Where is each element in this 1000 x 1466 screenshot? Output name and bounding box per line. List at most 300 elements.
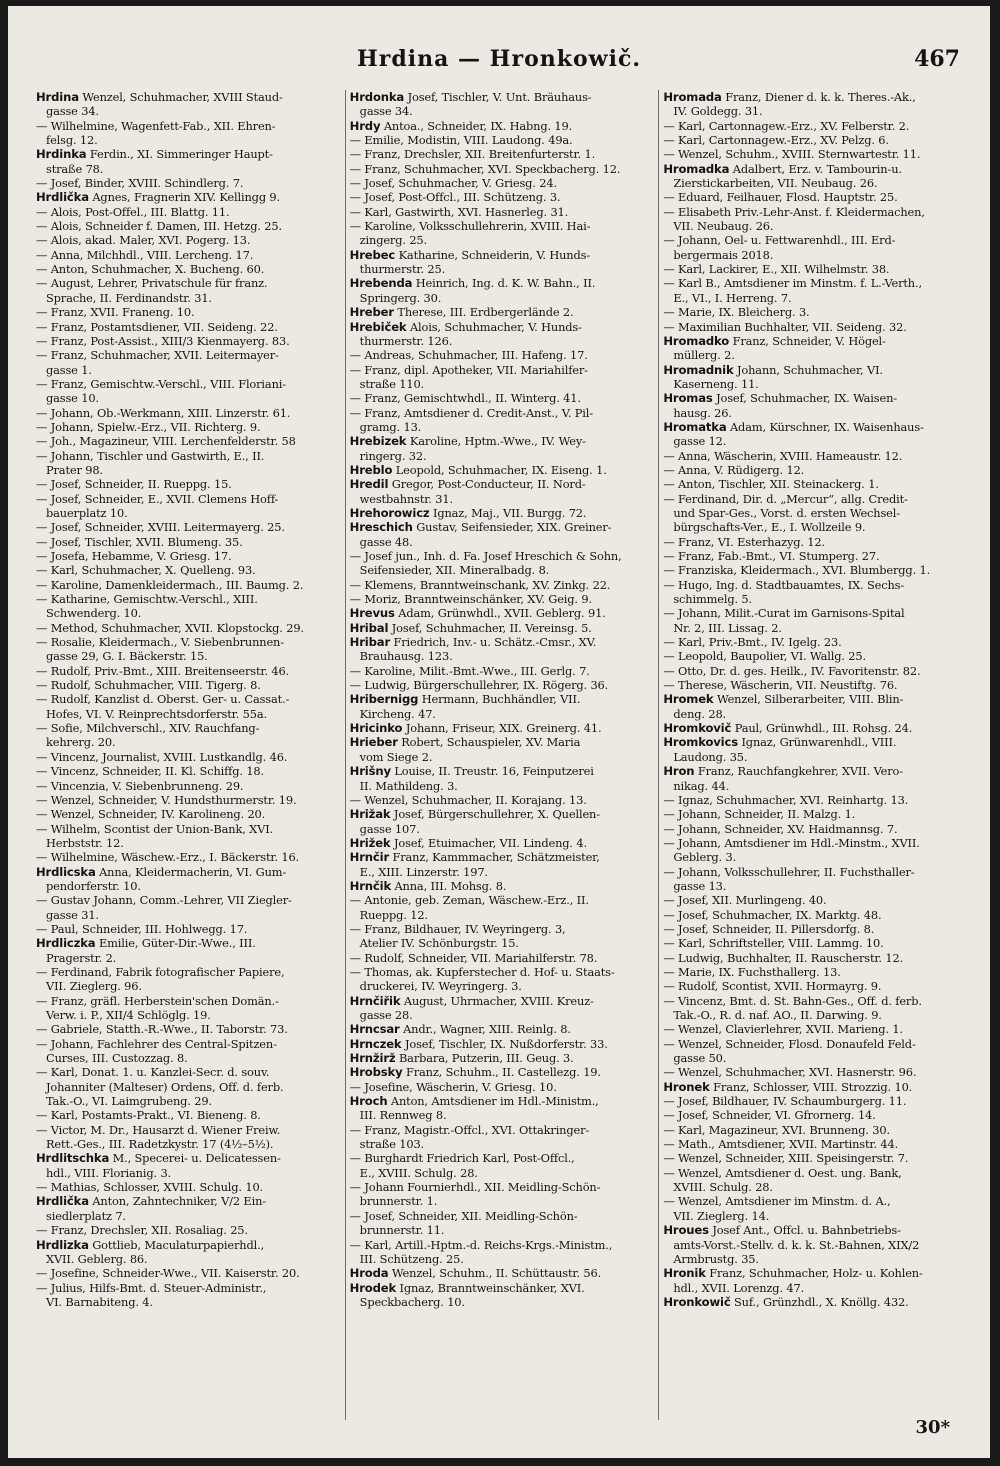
entry-line	[36, 1180, 339, 1194]
entry-line	[663, 219, 966, 233]
entry-line	[350, 420, 653, 434]
entry-text: XVIII. Schulg. 28.	[673, 1180, 773, 1195]
entry-line	[350, 563, 653, 577]
entry-text: bergermais 2018.	[673, 247, 774, 262]
entry-line	[350, 1238, 653, 1252]
entry-text: Robert, Schauspieler, XV. Maria	[397, 735, 581, 750]
entry-line	[350, 162, 653, 176]
entry-text: XVII. Geblerg. 86.	[46, 1251, 148, 1266]
entry-line	[663, 908, 966, 922]
entry-text: — Rudolf, Schuhmacher, VIII. Tigerg. 8.	[36, 678, 261, 693]
entry-line	[36, 664, 339, 678]
entry-text: straße 78.	[46, 161, 104, 176]
entry-line	[36, 807, 339, 821]
entry-line	[36, 850, 339, 864]
entry-line	[36, 1065, 339, 1079]
entry-head-line	[36, 936, 339, 950]
entry-head-line	[350, 1065, 653, 1079]
entry-text: — Josef, Schuhmacher, V. Griesg. 24.	[349, 176, 557, 191]
entry-line	[350, 377, 653, 391]
entry-line	[36, 463, 339, 477]
entry-text: — Johann, Oel- u. Fettwarenhdl., III. Erd-	[663, 233, 896, 248]
entry-line	[350, 1295, 653, 1309]
entry-text: — Antonie, geb. Zeman, Wäschew.-Erz., II.	[349, 893, 589, 908]
entry-text: Johann, Friseur, XIX. Greinerg. 41.	[402, 721, 602, 736]
entry-line	[350, 936, 653, 950]
entry-text: — Math., Amtsdiener, XVII. Martinstr. 44.	[663, 1137, 899, 1152]
entry-line	[663, 707, 966, 721]
entry-head-line	[350, 434, 653, 448]
entry-text: — Josefa, Hebamme, V. Griesg. 17.	[36, 549, 232, 563]
entry-line	[36, 922, 339, 936]
entry-line	[663, 635, 966, 649]
entry-text: — Johann, Fachlehrer des Central-Spitzen-	[36, 1036, 277, 1051]
entry-text: — Franz, Schuhmacher, XVI. Speckbacherg. 12.	[349, 161, 621, 176]
entry-line	[350, 908, 653, 922]
entry-text: schimmelg. 5.	[673, 592, 752, 607]
entry-text: Kaserneng. 11.	[673, 376, 759, 391]
entry-head-line	[350, 994, 653, 1008]
entry-head-line	[663, 692, 966, 706]
surname-heading: Hredil	[349, 477, 389, 492]
entry-text: — Karl, Donat. 1. u. Kanzlei-Secr. d. souv.	[36, 1065, 270, 1080]
surname-heading: Hreblo	[349, 462, 393, 477]
entry-text: — Franz, gräfl. Herberstein'schen Domän.-	[36, 993, 279, 1008]
surname-heading: Hrebiček	[349, 319, 407, 334]
entry-text: Agnes, Fragnerin XIV. Kellingg 9.	[88, 190, 280, 205]
entry-line	[36, 1022, 339, 1036]
entry-text: Anton, Zahntechniker, V/2 Ein-	[88, 1194, 266, 1209]
entry-line	[663, 779, 966, 793]
entry-text: Wenzel, Schuhmacher, XVIII Staud-	[78, 90, 283, 104]
surname-heading: Hrdliczka	[36, 936, 96, 951]
entry-text: thurmerstr. 126.	[359, 333, 453, 348]
entry-text: — Franz, Drechsler, XII. Rosaliag. 25.	[36, 1223, 248, 1238]
column-1	[36, 90, 339, 1420]
entry-text: Rett.-Ges., III. Radetzkystr. 17 (4½–5½).	[46, 1137, 274, 1152]
entry-line	[36, 1094, 339, 1108]
entry-text: — Rudolf, Scontist, XVII. Hormayrg. 9.	[663, 979, 882, 994]
entry-text: II. Mathildeng. 3.	[359, 778, 458, 793]
entry-head-line	[350, 463, 653, 477]
surname-heading: Hreber	[349, 305, 394, 320]
entry-line	[663, 1252, 966, 1266]
entry-head-line	[36, 190, 339, 204]
entry-head-line	[663, 420, 966, 434]
entry-text: — Victor, M. Dr., Hausarzt d. Wiener Freiw.	[36, 1122, 281, 1137]
entry-text: — Wenzel, Schuhmacher, II. Korajang. 13.	[349, 792, 587, 807]
entry-text: — Josef, Schneider, XVIII. Leitermayerg. 25.	[36, 520, 285, 535]
entry-head-line	[350, 477, 653, 491]
entry-head-line	[663, 363, 966, 377]
entry-line	[36, 908, 339, 922]
entry-text: Franz, Kammmacher, Schätzmeister,	[389, 850, 600, 865]
entry-head-line	[350, 1094, 653, 1108]
entry-text: Louise, II. Treustr. 16, Feinputzerei	[390, 764, 594, 779]
entry-line	[350, 190, 653, 204]
entry-line	[663, 463, 966, 477]
entry-line	[350, 1123, 653, 1137]
entry-text: Sprache, II. Ferdinandstr. 31.	[46, 290, 212, 305]
entry-line	[36, 779, 339, 793]
surname-heading: Hromada	[663, 90, 722, 104]
entry-text: — Josef, Schneider, VI. Gfrornerg. 14.	[663, 1108, 876, 1123]
entry-line	[663, 865, 966, 879]
entry-text: — Wenzel, Schneider, XIII. Speisingerstr. 7.	[663, 1151, 909, 1166]
surname-heading: Hrieber	[349, 735, 398, 750]
entry-text: — Wenzel, Schneider, Flosd. Donaufeld Feld-	[663, 1036, 916, 1051]
entry-line	[36, 1209, 339, 1223]
entry-text: Nr. 2, III. Lissag. 2.	[673, 620, 782, 635]
entry-text: — Josef, Schneider, II. Pillersdorfg. 8.	[663, 921, 875, 936]
entry-head-line	[663, 735, 966, 749]
entry-text: gasse 13.	[673, 878, 727, 893]
entry-text: Josef, Tischler, IX. Nußdorferstr. 33.	[401, 1036, 608, 1051]
entry-text: Friedrich, Inv.- u. Schätz.-Cmsr., XV.	[390, 635, 597, 650]
surname-heading: Hromas	[663, 391, 713, 406]
entry-line	[663, 348, 966, 362]
entry-text: Springerg. 30.	[359, 290, 442, 305]
entry-text: amts-Vorst.-Stellv. d. k. k. St.-Bahnen, XIX/2	[673, 1237, 920, 1252]
surname-heading: Hrižek	[349, 835, 391, 850]
entry-text: — Karl, Schriftsteller, VIII. Lammg. 10.	[663, 936, 884, 951]
entry-line	[36, 492, 339, 506]
entry-head-line	[350, 520, 653, 534]
entry-line	[663, 606, 966, 620]
entry-line	[36, 119, 339, 133]
entry-text: — Wilhelmine, Wäschew.-Erz., I. Bäckerstr. 16.	[36, 850, 300, 865]
entry-text: — Vincenzia, V. Siebenbrunneng. 29.	[36, 778, 244, 793]
surname-heading: Hribar	[349, 635, 391, 650]
entry-text: — Moriz, Branntweinschänker, XV. Geig. 9.	[349, 592, 592, 607]
entry-line	[36, 535, 339, 549]
entry-line	[36, 836, 339, 850]
entry-line	[36, 1080, 339, 1094]
entry-line	[36, 104, 339, 118]
entry-head-line	[350, 506, 653, 520]
entry-line	[663, 1037, 966, 1051]
entry-head-line	[350, 1037, 653, 1051]
entry-text: Rueppg. 12.	[359, 907, 428, 922]
entry-text: — Vincenz, Journalist, XVIII. Lustkandlg. 46.	[36, 749, 288, 764]
entry-line	[663, 262, 966, 276]
entry-line	[36, 592, 339, 606]
entry-line	[663, 377, 966, 391]
entry-head-line	[350, 850, 653, 864]
entry-head-line	[350, 606, 653, 620]
entry-text: — Josef, Schneider, II. Rueppg. 15.	[36, 477, 232, 492]
entry-line	[36, 793, 339, 807]
entry-text: Josef Ant., Offcl. u. Bahnbetriebs-	[708, 1223, 901, 1238]
entry-text: M., Specerei- u. Delicatessen-	[109, 1151, 281, 1166]
entry-head-line	[350, 621, 653, 635]
entry-text: Geblerg. 3.	[673, 850, 737, 865]
entry-line	[663, 320, 966, 334]
entry-text: gasse 12.	[673, 434, 727, 449]
entry-text: bauerplatz 10.	[46, 505, 128, 520]
entry-line	[36, 420, 339, 434]
entry-text: — Anna, Milchhdl., VIII. Lercheng. 17.	[36, 247, 254, 262]
entry-line	[663, 104, 966, 118]
entry-line	[663, 621, 966, 635]
entry-line	[36, 994, 339, 1008]
surname-heading: Hrnčik	[349, 878, 392, 893]
entry-text: ringerg. 32.	[359, 448, 427, 463]
entry-text: Speckbacherg. 10.	[359, 1294, 465, 1309]
entry-text: gasse 31.	[46, 907, 99, 922]
entry-text: — Franz, Schuhmacher, XVII. Leitermayer-	[36, 348, 279, 363]
surname-heading: Hrdlitschka	[36, 1151, 110, 1166]
entry-line	[36, 320, 339, 334]
entry-text: — Johann, Ob.-Werkmann, XIII. Linzerstr. 61.	[36, 405, 291, 420]
entry-text: bürgschafts-Ver., E., I. Wollzeile 9.	[673, 520, 866, 535]
entry-text: Josef, Bürgerschullehrer, X. Quellen-	[390, 807, 600, 822]
entry-line	[350, 750, 653, 764]
entry-text: — Ludwig, Bürgerschullehrer, IX. Rögerg. 36.	[349, 678, 609, 693]
surname-heading: Hrdonka	[349, 90, 405, 104]
entry-text: — Josef jun., Inh. d. Fa. Josef Hreschich & Sohn,	[349, 549, 622, 563]
entry-text: — Julius, Hilfs-Bmt. d. Steuer-Administr.,	[36, 1280, 267, 1295]
entry-line	[36, 406, 339, 420]
entry-text: thurmerstr. 25.	[359, 262, 446, 277]
entry-text: — Franz, Post-Assist., XIII/3 Kienmayerg. 83.	[36, 333, 290, 348]
entry-head-line	[350, 735, 653, 749]
surname-heading: Hricinko	[349, 721, 403, 736]
entry-text: Tak.-O., R. d. naf. AO., II. Darwing. 9.	[673, 1008, 882, 1022]
entry-text: — Karoline, Volksschullehrerin, XVIII. Hai-	[349, 219, 591, 234]
entry-line	[663, 1194, 966, 1208]
entry-text: — Karl, Priv.-Bmt., IV. Igelg. 23.	[663, 635, 842, 650]
entry-line	[36, 520, 339, 534]
entry-text: — Josef, Bildhauer, IV. Schaumburgerg. 11.	[663, 1094, 907, 1109]
entry-text: — Ignaz, Schuhmacher, XVI. Reinhartg. 13.	[663, 792, 909, 807]
entry-text: — Johann, Tischler und Gastwirth, E., II.	[36, 448, 265, 463]
entry-line	[663, 1180, 966, 1194]
entry-text: Zierstickarbeiten, VII. Neubaug. 26.	[673, 176, 878, 191]
column-3	[658, 90, 966, 1420]
surname-heading: Hronik	[663, 1266, 706, 1281]
entry-line	[36, 1281, 339, 1295]
entry-text: E., XIII. Linzerstr. 197.	[359, 864, 488, 879]
entry-line	[36, 1137, 339, 1151]
entry-text: — Gabriele, Statth.-R.-Wwe., II. Taborstr. 73.	[36, 1022, 288, 1037]
entry-text: Leopold, Schuhmacher, IX. Eiseng. 1.	[392, 462, 607, 477]
entry-text: VII. Zieglerg. 14.	[673, 1208, 770, 1223]
entry-text: — Thomas, ak. Kupferstecher d. Hof- u. Staats-	[349, 964, 615, 979]
entry-head-line	[350, 320, 653, 334]
entry-head-line	[350, 692, 653, 706]
entry-text: Anna, Kleidermacherin, VI. Gum-	[95, 864, 287, 879]
entry-text: — Paul, Schneider, III. Hohlwegg. 17.	[36, 921, 248, 936]
entry-line	[350, 104, 653, 118]
surname-heading: Hrižak	[349, 807, 391, 822]
entry-line	[36, 276, 339, 290]
entry-line	[350, 147, 653, 161]
entry-text: vom Siege 2.	[359, 749, 433, 764]
entry-line	[663, 1137, 966, 1151]
surname-heading: Hrodek	[349, 1280, 397, 1295]
entry-line	[350, 492, 653, 506]
entry-head-line	[663, 721, 966, 735]
entry-line	[350, 1137, 653, 1151]
entry-head-line	[663, 391, 966, 405]
entry-line	[36, 449, 339, 463]
entry-text: gramg. 13.	[359, 419, 422, 434]
entry-line	[663, 535, 966, 549]
entry-text: gasse 28.	[359, 1008, 413, 1022]
entry-line	[663, 477, 966, 491]
entry-head-line	[36, 90, 339, 104]
entry-line	[350, 549, 653, 563]
entry-line	[36, 1252, 339, 1266]
surname-heading: Hrncsar	[349, 1022, 400, 1037]
entry-text: — Vincenz, Bmt. d. St. Bahn-Ges., Off. d. ferb.	[663, 993, 922, 1008]
entry-line	[36, 1295, 339, 1309]
entry-line	[36, 563, 339, 577]
entry-text: Josef, Tischler, V. Unt. Bräuhaus-	[404, 90, 592, 104]
entry-head-line	[663, 1266, 966, 1280]
entry-line	[350, 291, 653, 305]
entry-line	[663, 1151, 966, 1165]
entry-text: E., XVIII. Schulg. 28.	[359, 1165, 478, 1180]
entry-text: Schwenderg. 10.	[46, 606, 142, 621]
entry-text: — Josef, Tischler, XVII. Blumeng. 35.	[36, 534, 243, 549]
entry-head-line	[350, 276, 653, 290]
entry-text: — Josef, Schneider, E., XVII. Clemens Hoff-	[36, 491, 279, 506]
entry-text: Herbststr. 12.	[46, 835, 124, 850]
entry-text: Hermann, Buchhändler, VII.	[418, 692, 581, 707]
entry-line	[36, 678, 339, 692]
entry-text: Wenzel, Schuhm., II. Schüttaustr. 56.	[388, 1266, 602, 1281]
entry-text: — Wenzel, Amtsdiener im Minstm. d. A.,	[663, 1194, 891, 1209]
entry-line	[36, 764, 339, 778]
surname-heading: Hrdlička	[36, 1194, 89, 1209]
entry-line	[663, 850, 966, 864]
entry-text: — Rudolf, Schneider, VII. Mariahilferstr. 78.	[349, 950, 598, 965]
entry-text: — Sofie, Milchverschl., XIV. Rauchfang-	[36, 721, 260, 736]
column-2	[345, 90, 653, 1420]
surname-heading: Hribal	[349, 620, 389, 635]
entry-line	[663, 649, 966, 663]
entry-text: Franz, Rauchfangkehrer, XVII. Vero-	[694, 764, 903, 779]
entry-text: Therese, III. Erdbergerlände 2.	[393, 305, 574, 320]
entry-line	[350, 678, 653, 692]
entry-text: Hofes, VI. V. Reinprechtsdorferstr. 55a.	[46, 706, 267, 721]
entry-line	[350, 233, 653, 247]
entry-text: Anna, III. Mohsg. 8.	[391, 878, 507, 893]
entry-line	[36, 377, 339, 391]
entry-text: III. Rennweg 8.	[359, 1108, 447, 1123]
entry-text: gasse 10.	[46, 391, 99, 406]
entry-text: — Johann, Schneider, II. Malzg. 1.	[663, 807, 856, 822]
entry-line	[663, 893, 966, 907]
entry-line	[663, 994, 966, 1008]
entry-line	[663, 836, 966, 850]
entry-head-line	[663, 90, 966, 104]
entry-text: und Spar-Ges., Vorst. d. ersten Wechsel-	[673, 505, 900, 520]
entry-line	[663, 922, 966, 936]
entry-line	[350, 205, 653, 219]
entry-line	[350, 1180, 653, 1194]
surname-heading: Hrišny	[349, 764, 391, 779]
entry-line	[663, 305, 966, 319]
entry-text: Karoline, Hptm.-Wwe., IV. Wey-	[406, 434, 586, 449]
entry-text: — Johann Fournierhdl., XII. Meidling-Schön-	[349, 1180, 601, 1195]
surname-heading: Hronkowič	[663, 1294, 731, 1309]
entry-text: Franz, Schlosser, VIII. Strozzig. 10.	[709, 1079, 913, 1094]
entry-line	[36, 649, 339, 663]
entry-line	[350, 592, 653, 606]
entry-head-line	[663, 1080, 966, 1094]
entry-line	[36, 1223, 339, 1237]
entry-text: nikag. 44.	[673, 778, 730, 793]
entry-text: — Eduard, Feilhauer, Flosd. Hauptstr. 25.	[663, 190, 898, 205]
entry-text: — August, Lehrer, Privatschule für franz.	[36, 276, 268, 291]
entry-text: August, Uhrmacher, XVIII. Kreuz-	[400, 993, 594, 1008]
surname-heading: Hrebizek	[349, 434, 407, 449]
entry-text: straße 110.	[359, 376, 425, 391]
entry-text: Laudong. 35.	[673, 749, 748, 764]
entry-text: Gregor, Post-Conducteur, II. Nord-	[388, 477, 586, 492]
entry-text: — Karoline, Damenkleidermach., III. Baumg. 2.	[36, 577, 304, 592]
entry-line	[663, 1022, 966, 1036]
entry-line	[663, 291, 966, 305]
entry-line	[663, 793, 966, 807]
entry-text: Johanniter (Malteser) Ordens, Off. d. ferb.	[46, 1079, 284, 1094]
entry-head-line	[350, 1051, 653, 1065]
entry-text: Atelier IV. Schönburgstr. 15.	[359, 936, 519, 951]
entry-line	[663, 1051, 966, 1065]
entry-line	[350, 535, 653, 549]
entry-text: — Franz, Postamtsdiener, VII. Seideng. 22.	[36, 319, 278, 334]
entry-line	[350, 649, 653, 663]
entry-text: E., VI., I. Herreng. 7.	[673, 290, 792, 305]
entry-text: — Franz, Gemischtw.-Verschl., VIII. Floriani-	[36, 376, 286, 391]
entry-text: Adam, Grünwhdl., XVII. Geblerg. 91.	[394, 606, 606, 621]
entry-line	[663, 549, 966, 563]
entry-line	[36, 248, 339, 262]
entry-text: Adalbert, Erz. v. Tambourin-u.	[729, 161, 902, 176]
entry-text: Josef, Etuimacher, VII. Lindeng. 4.	[390, 835, 587, 850]
entry-line	[350, 822, 653, 836]
entry-text: Adam, Kürschner, IX. Waisenhaus-	[726, 419, 924, 434]
entry-text: gasse 1.	[46, 362, 92, 377]
entry-line	[350, 979, 653, 993]
entry-text: deng. 28.	[673, 706, 727, 721]
surname-heading: Hromkovics	[663, 735, 738, 750]
surname-heading: Hromadka	[663, 161, 730, 176]
entry-text: — Josef, Binder, XVIII. Schindlerg. 7.	[36, 176, 244, 191]
entry-line	[36, 363, 339, 377]
surname-heading: Hroch	[349, 1094, 388, 1109]
entry-text: Suf., Grünzhdl., X. Knöllg. 432.	[730, 1294, 909, 1309]
entry-text: — Klemens, Branntweinschank, XV. Zinkg. 22.	[349, 577, 611, 592]
entry-text: brunnerstr. 1.	[359, 1194, 438, 1209]
surname-heading: Hrdina	[36, 90, 79, 104]
entry-text: — Alois, Post-Offel., III. Blattg. 11.	[36, 204, 230, 219]
entry-line	[36, 735, 339, 749]
entry-text: gasse 48.	[359, 534, 413, 549]
surname-heading: Hrnčir	[349, 850, 390, 865]
entry-text: — Johann, Amtsdiener im Hdl.-Minstm., XVII.	[663, 835, 920, 850]
entry-line	[36, 692, 339, 706]
surname-heading: Hrnžirž	[349, 1051, 396, 1066]
entry-text: Armbrustg. 35.	[673, 1251, 759, 1266]
entry-line	[36, 233, 339, 247]
entry-text: — Andreas, Schuhmacher, III. Hafeng. 17.	[349, 348, 588, 363]
entry-line	[663, 664, 966, 678]
entry-line	[36, 721, 339, 735]
